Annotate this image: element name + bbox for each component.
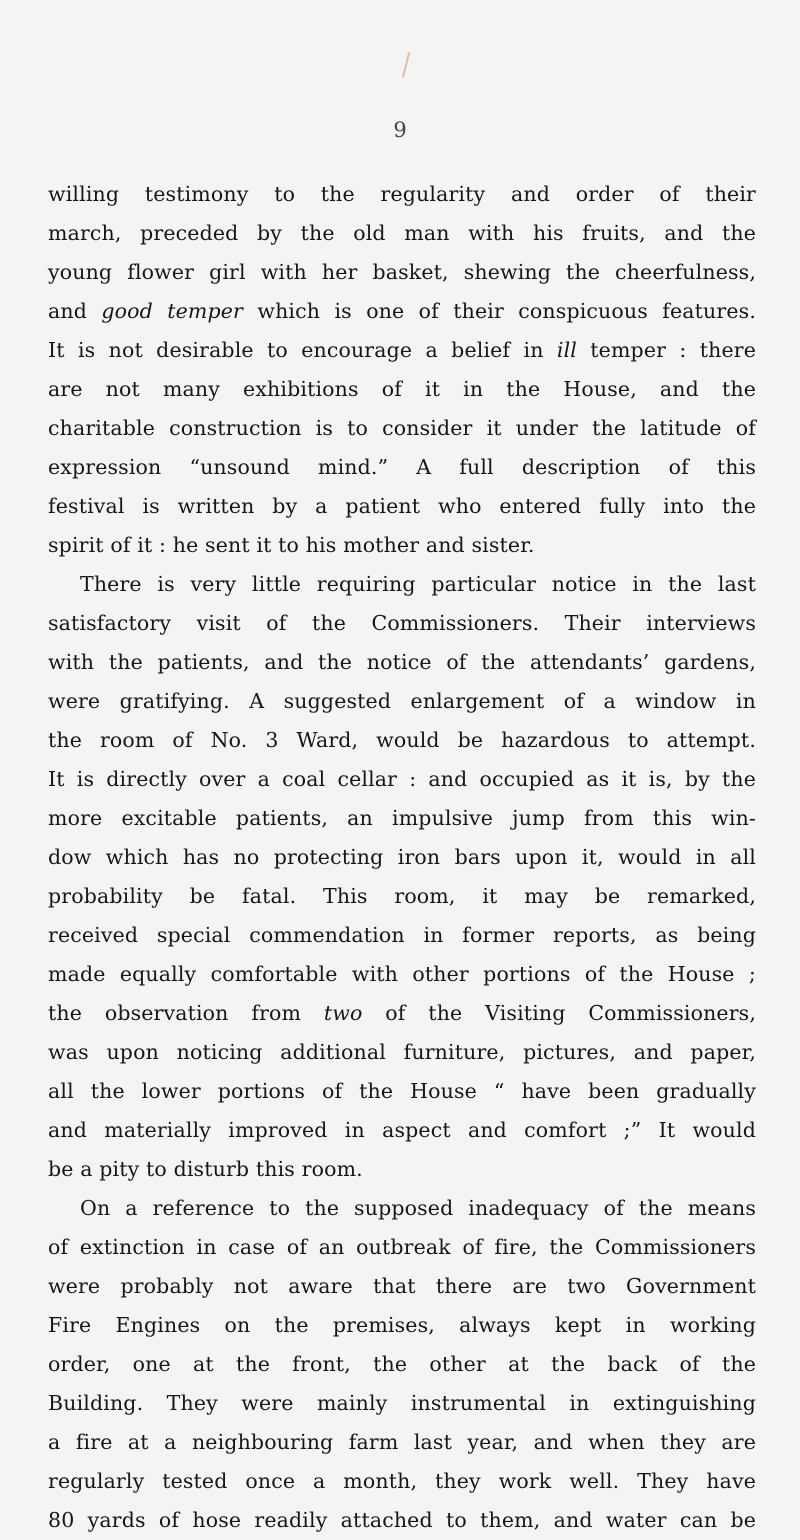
text-segment: willing testimony to the regularity and order of their xyxy=(48,182,756,206)
text-segment: order, one at the front, the other at the back of the xyxy=(48,1352,756,1376)
text-line xyxy=(48,838,756,877)
text-segment: was upon noticing additional furniture, pictures, and paper, xyxy=(48,1040,756,1064)
text-line xyxy=(48,1033,756,1072)
text-segment: made equally comfortable with other portions of the House ; xyxy=(48,962,756,986)
text-line xyxy=(48,955,756,994)
text-line xyxy=(48,370,756,409)
text-line xyxy=(48,1462,756,1501)
text-line xyxy=(48,1384,756,1423)
text-segment: the room of No. 3 Ward, would be hazardous to attempt. xyxy=(48,728,756,752)
text-line xyxy=(48,1072,756,1111)
text-segment: more excitable patients, an impulsive jump from this win- xyxy=(48,806,756,830)
text-segment: the observation from xyxy=(48,1001,324,1025)
text-segment: of the Visiting Commissioners, xyxy=(362,1001,756,1025)
text-line xyxy=(48,604,756,643)
text-segment: received special commendation in former reports, as being xyxy=(48,923,756,947)
stray-ink-mark xyxy=(402,52,410,78)
text-line xyxy=(48,214,756,253)
text-segment: probability be fatal. This room, it may be remarked, xyxy=(48,884,756,908)
text-segment: march, preceded by the old man with his fruits, and the xyxy=(48,221,756,245)
text-line xyxy=(48,682,756,721)
text-line xyxy=(48,331,756,370)
text-segment: There is very little requiring particular notice in the last xyxy=(80,572,756,596)
text-segment: regularly tested once a month, they work well. They have xyxy=(48,1469,756,1493)
text-segment: and materially improved in aspect and comfort ;” It would xyxy=(48,1118,756,1142)
page-number: 9 xyxy=(393,118,407,142)
text-line xyxy=(48,1228,756,1267)
italic-text: good temper xyxy=(101,299,244,323)
body-text xyxy=(48,175,756,1540)
text-line xyxy=(48,994,756,1033)
text-line xyxy=(48,760,756,799)
text-segment: expression “unsound mind.” A full description of this xyxy=(48,455,756,479)
text-segment: spirit of it : he sent it to his mother and sister. xyxy=(48,533,535,557)
text-segment: 80 yards of hose readily attached to them, and water can be xyxy=(48,1508,756,1532)
text-segment: were gratifying. A suggested enlargement of a window in xyxy=(48,689,756,713)
text-line xyxy=(48,643,756,682)
text-segment: which is one of their conspicuous features. xyxy=(243,299,756,323)
text-line xyxy=(48,526,756,565)
text-line xyxy=(48,1111,756,1150)
text-line xyxy=(48,1150,756,1189)
text-segment: of extinction in case of an outbreak of fire, the Commissioners xyxy=(48,1235,756,1259)
text-line xyxy=(48,1501,756,1540)
text-line xyxy=(48,1267,756,1306)
text-segment: dow which has no protecting iron bars upon it, would in all xyxy=(48,845,756,869)
italic-text: two xyxy=(323,1001,363,1025)
text-segment: young flower girl with her basket, shewing the cheerfulness, xyxy=(48,260,756,284)
text-line xyxy=(48,1306,756,1345)
text-segment: satisfactory visit of the Commissioners. Their interviews xyxy=(48,611,756,635)
text-segment: were probably not aware that there are two Government xyxy=(48,1274,756,1298)
text-segment: It is not desirable to encourage a belief in xyxy=(48,338,557,362)
text-line xyxy=(48,565,756,604)
text-segment: be a pity to disturb this room. xyxy=(48,1157,363,1181)
text-segment: all the lower portions of the House “ have been gradually xyxy=(48,1079,756,1103)
text-segment: festival is written by a patient who entered fully into the xyxy=(48,494,756,518)
text-segment: charitable construction is to consider it under the latitude of xyxy=(48,416,756,440)
text-line xyxy=(48,1423,756,1462)
text-line xyxy=(48,409,756,448)
text-line xyxy=(48,253,756,292)
text-segment: a fire at a neighbouring farm last year, and when they are xyxy=(48,1430,756,1454)
text-line xyxy=(48,877,756,916)
text-line xyxy=(48,487,756,526)
text-line xyxy=(48,1345,756,1384)
text-line xyxy=(48,916,756,955)
text-segment: It is directly over a coal cellar : and occupied as it is, by the xyxy=(48,767,756,791)
text-line xyxy=(48,292,756,331)
text-segment: with the patients, and the notice of the attendants’ gardens, xyxy=(48,650,756,674)
text-line xyxy=(48,175,756,214)
text-segment: are not many exhibitions of it in the House, and the xyxy=(48,377,756,401)
text-segment: On a reference to the supposed inadequacy of the means xyxy=(80,1196,756,1220)
text-segment: and xyxy=(48,299,102,323)
text-line xyxy=(48,799,756,838)
italic-text: ill xyxy=(556,338,577,362)
text-segment: Fire Engines on the premises, always kept in working xyxy=(48,1313,756,1337)
text-segment: temper : there xyxy=(576,338,756,362)
text-segment: Building. They were mainly instrumental in extinguishing xyxy=(48,1391,756,1415)
text-line xyxy=(48,1189,756,1228)
text-line xyxy=(48,721,756,760)
text-line xyxy=(48,448,756,487)
